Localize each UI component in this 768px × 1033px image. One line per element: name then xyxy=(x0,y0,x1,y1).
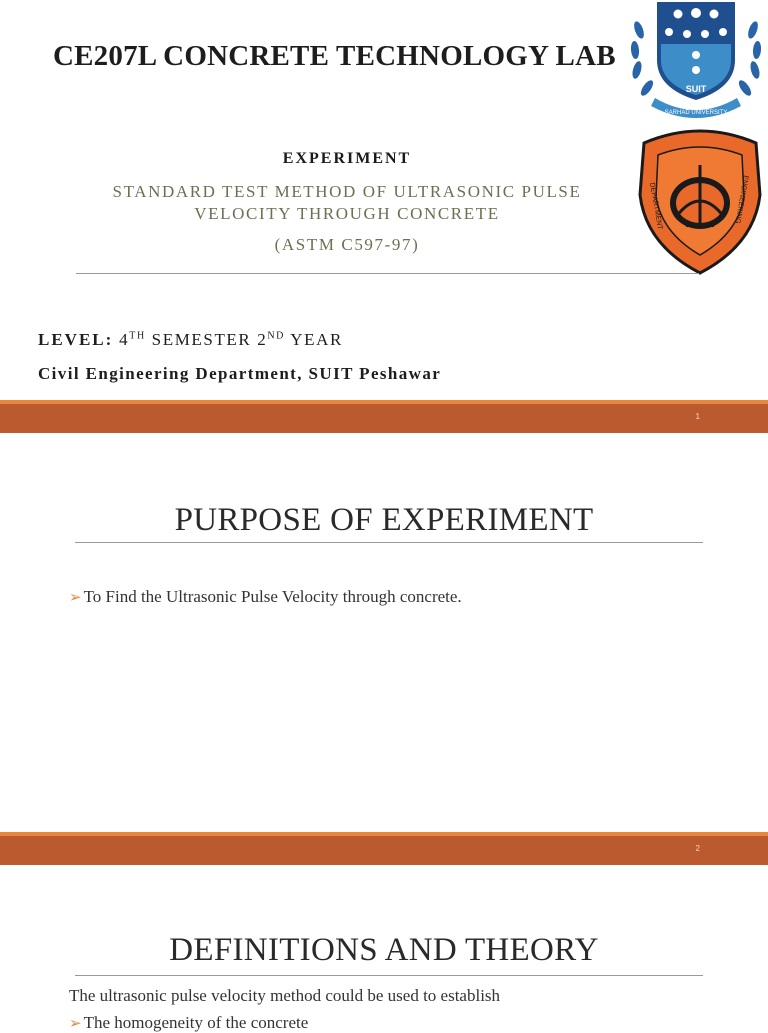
slide-1 xyxy=(0,0,768,402)
arrow-bullet-icon: ➢ xyxy=(69,590,82,606)
department-line: Civil Engineering Department, SUIT Peshawar xyxy=(38,364,442,383)
experiment-title-line2: VELOCITY THROUGH CONCRETE xyxy=(194,204,500,223)
slide-2-divider xyxy=(75,542,703,543)
slide-3-divider xyxy=(75,975,703,976)
svg-text:SARHAD UNIVERSITY: SARHAD UNIVERSITY xyxy=(664,110,728,116)
slide-3-title: DEFINITIONS AND THEORY xyxy=(169,932,599,968)
slide-number-1: 1 xyxy=(695,412,700,421)
level-num1: 4 xyxy=(119,330,130,349)
svg-text:SUIT: SUIT xyxy=(685,84,707,94)
suit-university-logo xyxy=(625,0,767,124)
divider xyxy=(76,273,699,274)
level-label: LEVEL: xyxy=(38,330,114,349)
svg-text:DEPARTMENT: DEPARTMENT xyxy=(648,182,664,231)
theory-bullet-text: The homogeneity of the concrete xyxy=(83,1013,309,1032)
arrow-bullet-icon: ➢ xyxy=(69,1016,82,1032)
slide-footer-bar-2 xyxy=(0,832,768,865)
experiment-title-line1: STANDARD TEST METHOD OF ULTRASONIC PULSE xyxy=(112,182,582,201)
svg-text:ENGINEERING: ENGINEERING xyxy=(733,174,749,225)
theory-intro: The ultrasonic pulse velocity method could be used to establish xyxy=(69,986,501,1005)
slide-footer-bar-1 xyxy=(0,400,768,433)
experiment-label: EXPERIMENT xyxy=(282,150,412,167)
slide-number-2: 2 xyxy=(695,844,700,853)
bar-highlight xyxy=(0,832,768,836)
level-end: YEAR xyxy=(290,330,343,349)
slide-2-title: PURPOSE OF EXPERIMENT xyxy=(174,502,594,538)
level-line xyxy=(38,330,343,350)
bar-highlight xyxy=(0,400,768,404)
purpose-bullet xyxy=(69,587,462,607)
level-mid: SEMESTER 2 xyxy=(151,330,268,349)
theory-bullet xyxy=(69,1013,308,1033)
astm-standard: (ASTM C597-97) xyxy=(274,235,420,254)
experiment-title xyxy=(0,181,694,225)
level-sup2: ND xyxy=(267,330,285,342)
course-title: CE207L CONCRETE TECHNOLOGY LAB xyxy=(53,40,616,72)
purpose-text: To Find the Ultrasonic Pulse Velocity through concrete. xyxy=(83,587,462,606)
level-sup1: TH xyxy=(129,330,146,342)
